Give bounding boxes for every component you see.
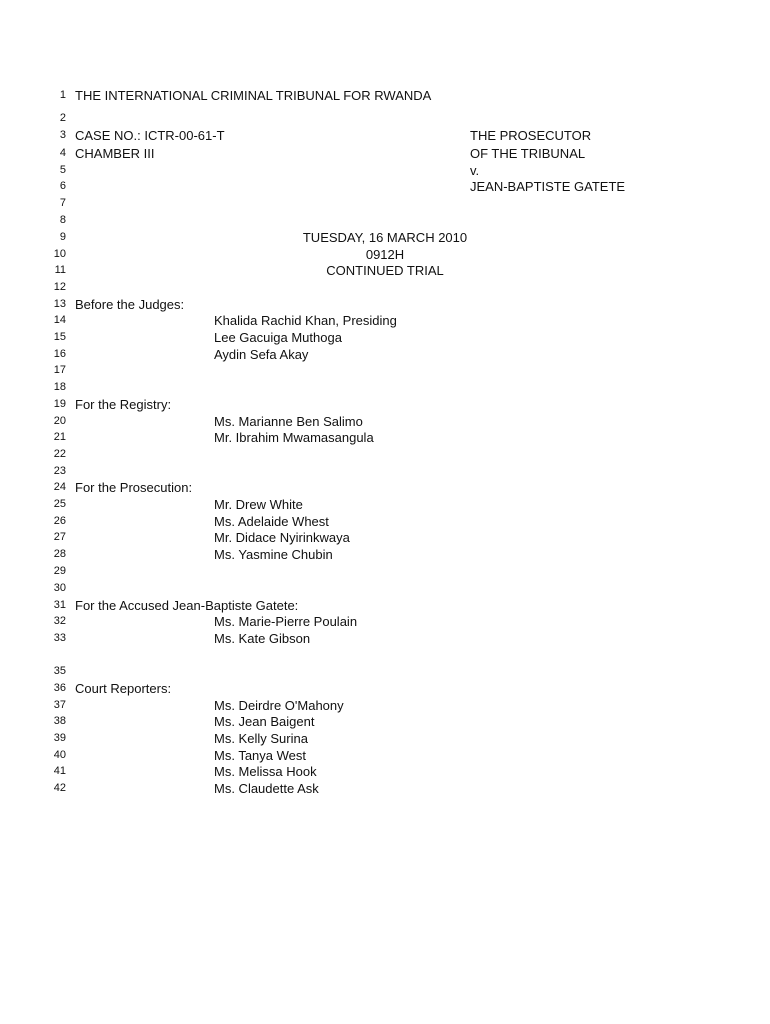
transcript-line [0, 178, 770, 195]
chamber: CHAMBER III [75, 146, 155, 161]
line-number: 31 [53, 599, 66, 611]
transcript-line [0, 630, 770, 647]
line-number: 23 [53, 465, 66, 477]
transcript-line [0, 329, 770, 346]
line-number: 13 [53, 298, 66, 310]
accused-name: JEAN-BAPTISTE GATETE [470, 179, 626, 194]
line-number: 38 [53, 715, 66, 727]
line-number: 39 [53, 732, 66, 744]
transcript-line [0, 546, 770, 563]
transcript-line [0, 429, 770, 446]
line-number: 8 [59, 214, 66, 226]
line-number: 35 [53, 665, 66, 677]
line-number: 15 [53, 331, 66, 343]
section-heading: Court Reporters: [75, 681, 172, 696]
transcript-line [0, 262, 770, 279]
line-number: 1 [59, 89, 66, 101]
judge-name: Aydin Sefa Akay [214, 347, 309, 362]
judge-name: Lee Gacuiga Muthoga [214, 330, 342, 345]
section-heading: For the Registry: [75, 397, 172, 412]
prosecution-name: Mr. Drew White [214, 497, 303, 512]
transcript-line [0, 697, 770, 714]
versus: v. [470, 163, 480, 178]
line-number: 19 [53, 398, 66, 410]
line-number: 21 [53, 431, 66, 443]
line-number: 7 [59, 197, 66, 209]
transcript-line [0, 663, 770, 680]
transcript-line [0, 87, 770, 104]
line-number: 17 [53, 364, 66, 376]
transcript-line [0, 346, 770, 363]
tribunal-title: THE INTERNATIONAL CRIMINAL TRIBUNAL FOR RWANDA [75, 88, 432, 103]
line-number: 20 [53, 415, 66, 427]
line-number: 5 [59, 164, 66, 176]
prosecution-name: Mr. Didace Nyirinkwaya [214, 530, 350, 545]
transcript-line [0, 413, 770, 430]
line-number: 32 [53, 615, 66, 627]
reporter-name: Ms. Claudette Ask [214, 781, 319, 796]
line-number: 14 [53, 314, 66, 326]
line-number: 24 [53, 481, 66, 493]
transcript-line [0, 362, 770, 379]
transcript-line [0, 396, 770, 413]
reporter-name: Ms. Jean Baigent [214, 714, 315, 729]
prosecution-name: Ms. Adelaide Whest [214, 514, 329, 529]
transcript-line [0, 195, 770, 212]
line-number: 40 [53, 749, 66, 761]
defence-name: Ms. Kate Gibson [214, 631, 311, 646]
line-number: 37 [53, 699, 66, 711]
line-number: 25 [53, 498, 66, 510]
transcript-line [0, 747, 770, 764]
line-number: 36 [53, 682, 66, 694]
prosecution-name: Ms. Yasmine Chubin [214, 547, 333, 562]
case-number: CASE NO.: ICTR-00-61-T [75, 128, 225, 143]
registry-name: Ms. Marianne Ben Salimo [214, 414, 363, 429]
transcript-line [0, 713, 770, 730]
transcript-line [0, 763, 770, 780]
line-number: 12 [53, 281, 66, 293]
line-number: 4 [59, 147, 66, 159]
line-number: 18 [53, 381, 66, 393]
section-heading: For the Prosecution: [75, 480, 193, 495]
transcript-line [0, 127, 770, 144]
section-heading: Before the Judges: [75, 297, 185, 312]
transcript-line [0, 513, 770, 530]
transcript-line [0, 529, 770, 546]
transcript-line [0, 246, 770, 263]
session-time: 0912H [365, 247, 405, 262]
transcript-line [0, 730, 770, 747]
transcript-line [0, 780, 770, 797]
transcript-line [0, 479, 770, 496]
session-date: TUESDAY, 16 MARCH 2010 [302, 230, 468, 245]
party-prosecutor: THE PROSECUTOR [470, 128, 592, 143]
transcript-line [0, 229, 770, 246]
session-type: CONTINUED TRIAL [326, 263, 444, 278]
line-number: 27 [53, 531, 66, 543]
line-number: 9 [59, 231, 66, 243]
reporter-name: Ms. Tanya West [214, 748, 306, 763]
transcript-line [0, 597, 770, 614]
line-number: 33 [53, 632, 66, 644]
section-heading: For the Accused Jean-Baptiste Gatete: [75, 598, 299, 613]
line-number: 3 [59, 129, 66, 141]
reporter-name: Ms. Deirdre O'Mahony [214, 698, 344, 713]
line-number: 26 [53, 515, 66, 527]
line-number: 22 [53, 448, 66, 460]
transcript-line [0, 145, 770, 162]
line-number: 16 [53, 348, 66, 360]
registry-name: Mr. Ibrahim Mwamasangula [214, 430, 374, 445]
line-number: 41 [53, 765, 66, 777]
transcript-line [0, 563, 770, 580]
transcript-line [0, 613, 770, 630]
line-number: 2 [59, 112, 66, 124]
transcript-line [0, 680, 770, 697]
transcript-line [0, 212, 770, 229]
transcript-line [0, 496, 770, 513]
reporter-name: Ms. Kelly Surina [214, 731, 308, 746]
line-number: 42 [53, 782, 66, 794]
reporter-name: Ms. Melissa Hook [214, 764, 317, 779]
party-tribunal: OF THE TRIBUNAL [470, 146, 586, 161]
transcript-line [0, 312, 770, 329]
line-number: 28 [53, 548, 66, 560]
line-number: 6 [59, 180, 66, 192]
judge-name: Khalida Rachid Khan, Presiding [214, 313, 397, 328]
transcript-line [0, 379, 770, 396]
transcript-line [0, 580, 770, 597]
transcript-line [0, 296, 770, 313]
defence-name: Ms. Marie-Pierre Poulain [214, 614, 358, 629]
line-number: 29 [53, 565, 66, 577]
transcript-line [0, 279, 770, 296]
transcript-line [0, 463, 770, 480]
line-number: 10 [53, 248, 66, 260]
transcript-line [0, 110, 770, 127]
transcript-line [0, 446, 770, 463]
transcript-line [0, 162, 770, 179]
line-number: 11 [54, 264, 66, 276]
line-number: 30 [53, 582, 66, 594]
